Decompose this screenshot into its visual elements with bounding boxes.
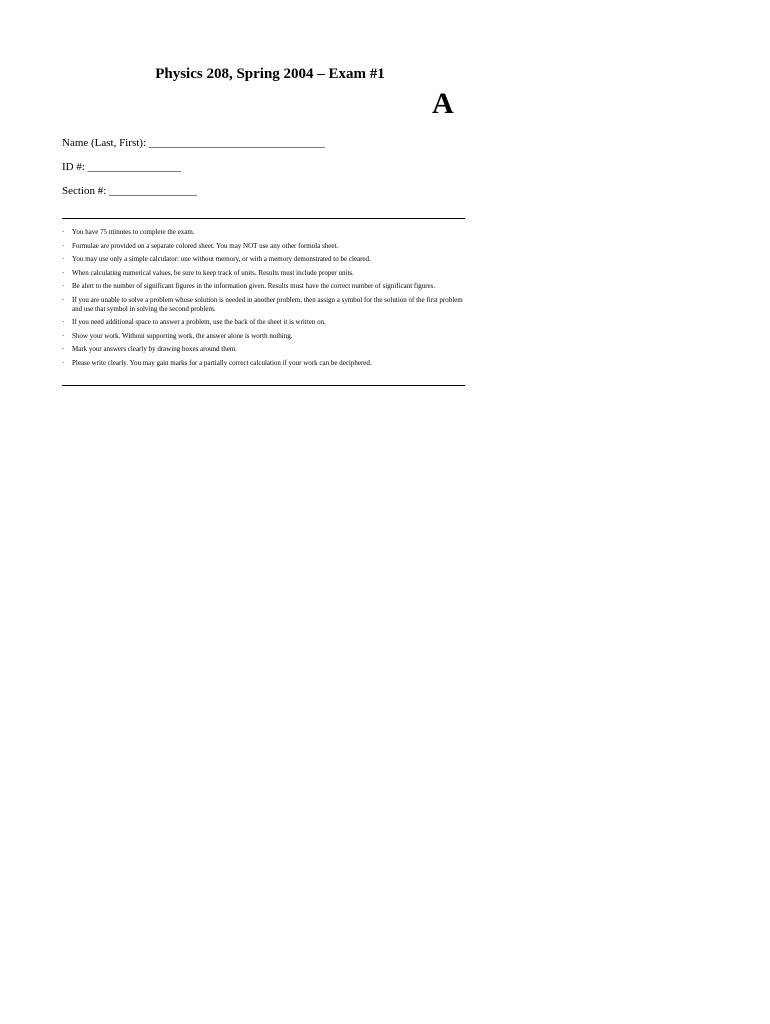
bullet-icon: · <box>62 318 65 326</box>
instruction-text: You have 75 minutes to complete the exam. <box>72 228 195 236</box>
bullet-icon: · <box>62 228 65 236</box>
exam-title: Physics 208, Spring 2004 – Exam #1 <box>155 66 385 82</box>
instruction-text: Please write clearly. You may gain marks for a partially correct calculation if your work can be deciphered. <box>72 358 372 367</box>
bullet-icon: · <box>62 331 65 340</box>
instruction-text: If you are unable to solve a problem whose solution is needed in another problem, then assign a symbol for the solution of the first problem and use that symbol in solving the second problem. <box>72 295 463 313</box>
instruction-text: Mark your answers clearly by drawing boxes around them. <box>72 345 238 353</box>
bullet-icon: · <box>62 268 65 277</box>
instruction-text: Show your work. Without supporting work, the answer alone is worth nothing. <box>72 331 293 340</box>
bullet-icon: · <box>62 295 65 304</box>
instruction-text: Be alert to the number of significant figures in the information given. Results must have the correct number of significant figures. <box>72 282 436 290</box>
list-item <box>62 332 474 341</box>
bullet-icon: · <box>62 255 65 263</box>
bullet-icon: · <box>62 358 65 367</box>
list-item <box>62 359 474 368</box>
list-item <box>62 242 474 251</box>
list-item <box>62 228 474 237</box>
list-item <box>62 269 474 278</box>
instruction-text: If you need additional space to answer a problem, use the back of the sheet it is written on. <box>72 318 326 326</box>
divider-top <box>62 218 465 219</box>
list-item <box>62 255 474 264</box>
divider-bottom <box>62 385 465 386</box>
section-field: Section #: ________________ <box>62 185 198 197</box>
instruction-text: You may use only a simple calculator: one without memory, or with a memory demonstrated to be cleared. <box>72 255 371 263</box>
name-field: Name (Last, First): ________________________________ <box>62 137 325 149</box>
bullet-icon: · <box>62 282 65 290</box>
list-item <box>62 318 474 327</box>
instructions-list <box>62 228 474 372</box>
exam-version-letter: A <box>432 87 454 120</box>
list-item <box>62 296 474 314</box>
id-field: ID #: _________________ <box>62 161 182 173</box>
list-item <box>62 345 474 354</box>
instruction-text: When calculating numerical values, be sure to keep track of units. Results must include proper units. <box>72 268 354 277</box>
bullet-icon: · <box>62 345 65 353</box>
list-item <box>62 282 474 291</box>
bullet-icon: · <box>62 241 65 250</box>
instruction-text: Formulae are provided on a separate colored sheet. You may NOT use any other formula sheet. <box>72 241 339 250</box>
